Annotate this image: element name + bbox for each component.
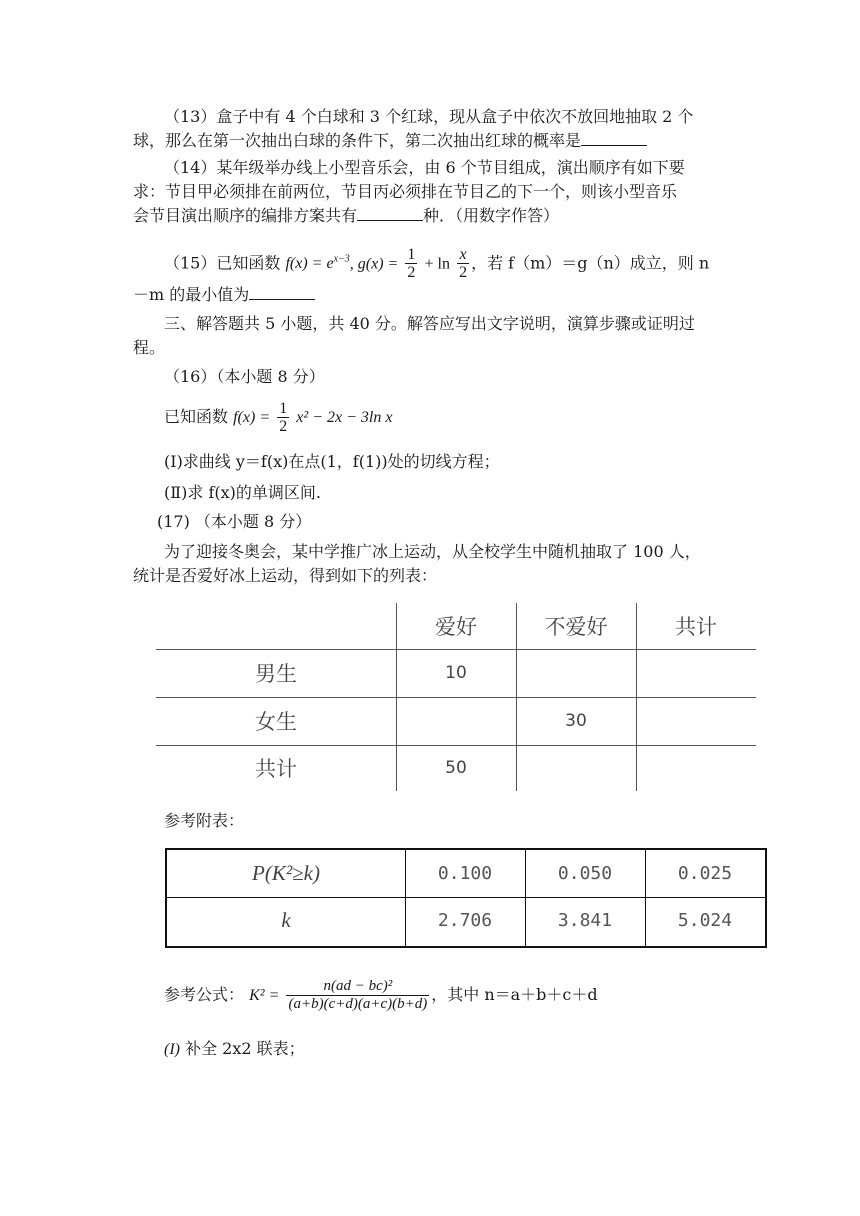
ref-cell: 5.024 — [677, 910, 733, 931]
col-header-dislike: 不爱好 — [544, 615, 608, 639]
q14-answer-blank — [357, 206, 423, 221]
row-label-female: 女生 — [255, 710, 297, 734]
q16-given: 已知函数 — [164, 407, 229, 426]
reference-formula — [164, 975, 598, 1016]
col-header-total: 共计 — [675, 615, 717, 639]
q15-half-frac — [405, 246, 417, 281]
q14-line2: 求：节目甲必须排在前两位，节目丙必须排在节目乙的下一个，则该小型音乐 — [133, 182, 678, 201]
q13-line2-text: 球，那么在第一次抽出白球的条件下，第二次抽出红球的概率是 — [133, 131, 582, 150]
formula-den: (a+b)(c+d)(a+c)(b+d) — [288, 996, 428, 1012]
part-i-roman: (I) — [164, 1041, 180, 1058]
table-cell — [636, 649, 756, 697]
table-cell — [636, 697, 756, 745]
q16-part1: (Ⅰ)求曲线 y＝f(x)在点(1，f(1))处的切线方程； — [164, 452, 500, 471]
q16-frac-den: 2 — [279, 418, 288, 435]
q15-half-den: 2 — [407, 264, 416, 282]
q13-line2 — [133, 130, 647, 152]
table-cell — [396, 697, 516, 745]
ref-cell: 0.025 — [677, 863, 733, 884]
ref-row1-label: P(K²≥k) — [252, 861, 320, 885]
ref-table-label: 参考附表： — [164, 811, 245, 830]
q16-header: （16）（本小题 8 分） — [164, 367, 325, 386]
section3-line2: 程。 — [133, 338, 166, 357]
q17-line2: 统计是否爱好冰上运动，得到如下的列表： — [133, 566, 438, 585]
q13-line1: （13）盒子中有 4 个白球和 3 个红球，现从盒子中依次不放回地抽取 2 个 — [164, 107, 694, 126]
table-cell — [636, 745, 756, 791]
ref-cell: 0.050 — [557, 863, 613, 884]
contingency-table — [156, 603, 756, 791]
q17-line1: 为了迎接冬奥会，某中学推广冰上运动，从全校学生中随机抽取了 100 人， — [164, 542, 701, 561]
q15-line2 — [133, 284, 315, 306]
q15-f-exp: x−3 — [333, 254, 350, 265]
q14-line3-suffix: 种．（用数字作答） — [423, 206, 560, 225]
q16-half-frac — [277, 400, 289, 435]
q15-answer-blank — [249, 285, 315, 300]
q17-header: (17) （本小题 8 分） — [157, 512, 312, 531]
formula-num: n(ad − bc)² — [286, 978, 429, 996]
q14-line3-text: 会节目演出顺序的编排方案共有 — [133, 206, 358, 225]
q15-plus-ln: + ln — [424, 255, 450, 273]
col-header-like: 爱好 — [435, 615, 477, 639]
ref-cell: 0.100 — [437, 863, 493, 884]
part-i-text: 补全 2x2 联表； — [185, 1039, 305, 1058]
table-cell: 30 — [565, 711, 587, 731]
q15-x-num: x — [457, 246, 469, 264]
q16-part2: (Ⅱ)求 f(x)的单调区间. — [164, 483, 321, 502]
table-cell: 50 — [445, 758, 467, 778]
q15-f-text: f(x) = e — [285, 255, 334, 273]
formula-fraction — [286, 978, 429, 1013]
section3-line1: 三、解答题共 5 小题，共 40 分。解答应写出文字说明，演算步骤或证明过 — [164, 314, 695, 333]
q15-x-frac — [457, 246, 469, 281]
formula-suffix: ，其中 n＝a＋b＋c＋d — [431, 985, 598, 1004]
q15-half-num: 1 — [407, 246, 416, 264]
q15-x-den: 2 — [459, 264, 468, 282]
ref-cell: 3.841 — [557, 910, 613, 931]
formula-prefix: 参考公式： — [164, 985, 245, 1004]
q16-rest: x² − 2x − 3ln x — [296, 409, 393, 426]
reference-table — [165, 848, 767, 948]
q16-function — [164, 398, 392, 437]
q16-f-lhs: f(x) = — [233, 409, 271, 426]
q14-line3 — [133, 205, 559, 227]
q14-line1: （14）某年级举办线上小型音乐会，由 6 个节目组成，演出顺序有如下要 — [164, 158, 685, 177]
q15-line1 — [164, 243, 709, 281]
part-i-line — [164, 1038, 305, 1061]
row-label-male: 男生 — [255, 662, 297, 686]
formula-lhs: K² = — [249, 987, 280, 1004]
ref-row2-label: k — [281, 908, 291, 932]
q16-frac-num: 1 — [279, 400, 288, 417]
q15-prefix: （15）已知函数 — [164, 253, 281, 273]
q13-answer-blank — [581, 131, 647, 146]
table-cell — [516, 745, 636, 791]
q15-suffix: ，若 f（m）＝g（n）成立，则 n — [471, 253, 710, 273]
q15-f-def — [285, 255, 349, 272]
table-cell: 10 — [445, 663, 467, 683]
q15-line2-text: －m 的最小值为 — [133, 285, 250, 304]
ref-cell: 2.706 — [437, 910, 493, 931]
q15-g-def: , g(x) = — [349, 255, 399, 273]
row-label-total: 共计 — [255, 757, 297, 781]
table-cell — [516, 649, 636, 697]
